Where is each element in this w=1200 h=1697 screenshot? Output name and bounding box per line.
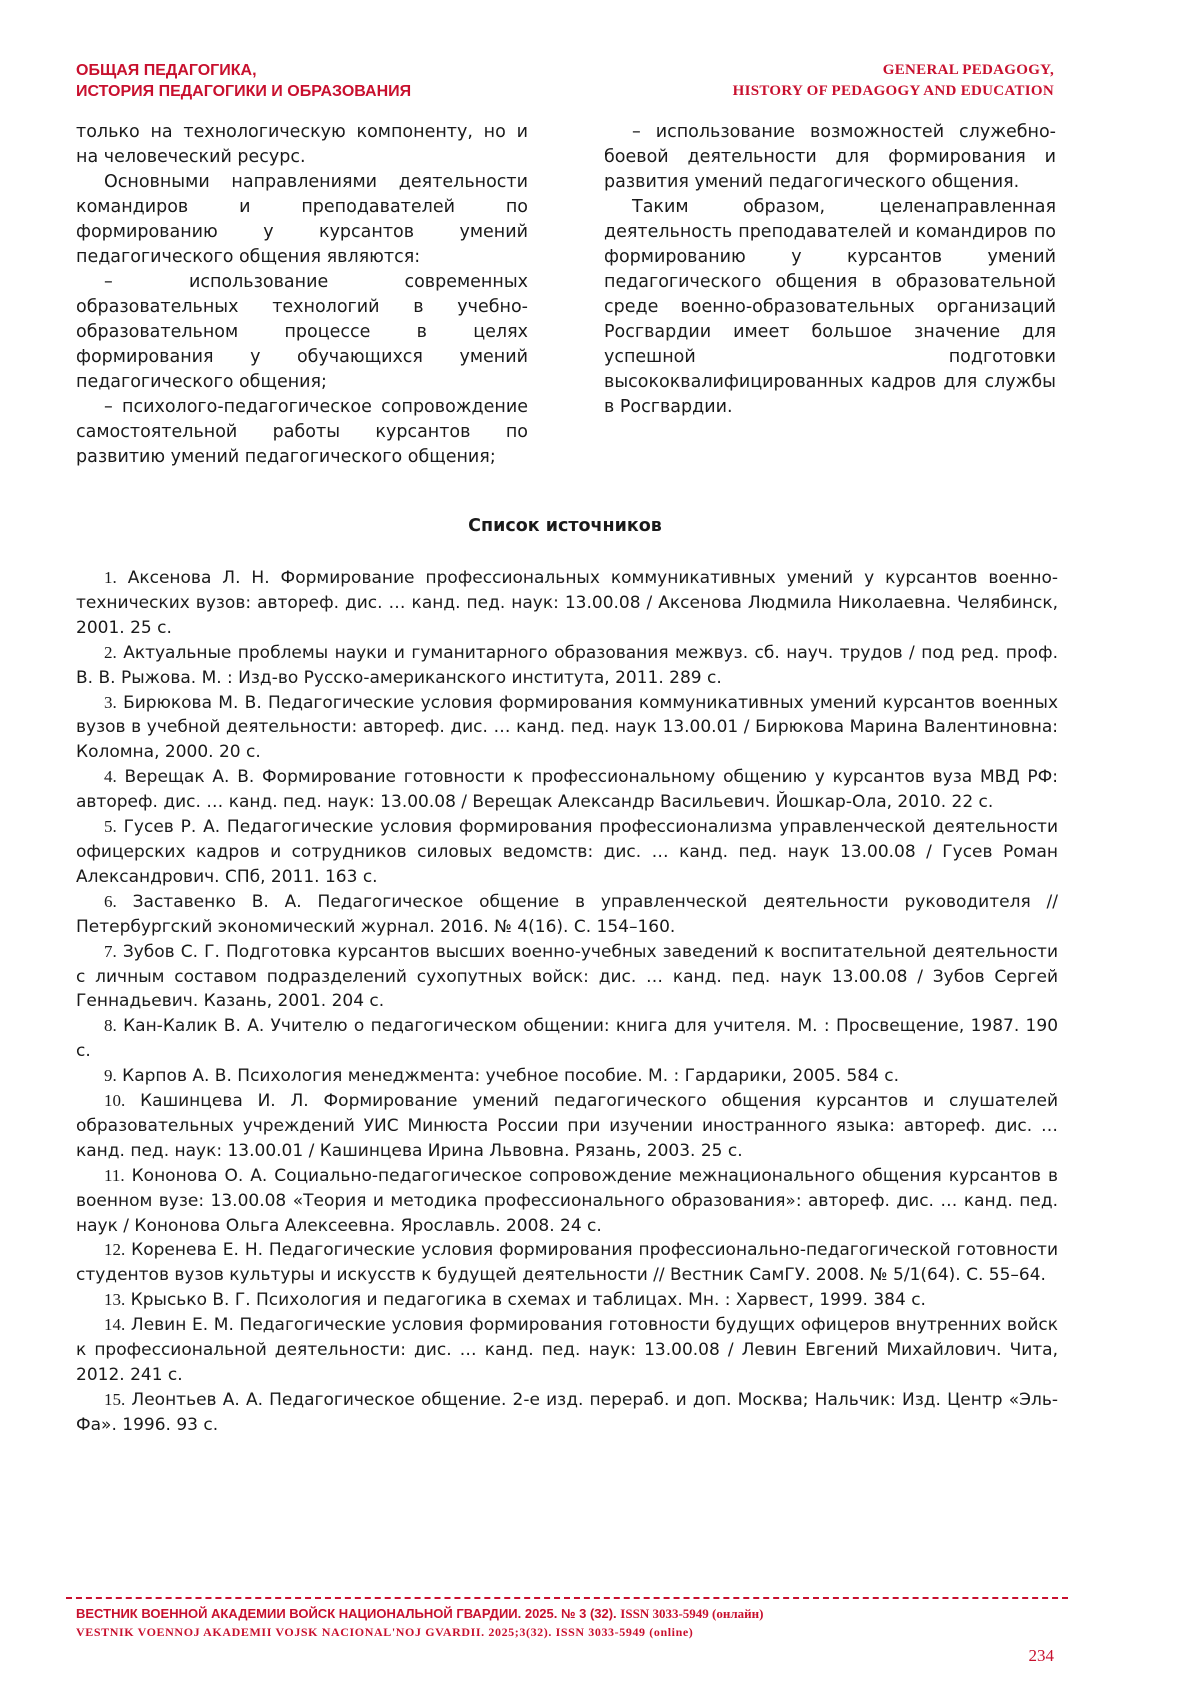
reference-item — [76, 1288, 1058, 1313]
reference-number: 2. — [104, 642, 117, 662]
reference-text: Аксенова Л. Н. Формирование профессиональных коммуникативных умений у курсантов военно-технических вузов: автореф. дис. … канд. пед. наук: 13.00.08 / Аксенова Людмила Николаевна. Челябинск, 2001. 25 с. — [76, 568, 1059, 638]
reference-number: 5. — [104, 817, 117, 837]
reference-item — [76, 1164, 1058, 1239]
body-column-right — [604, 120, 1056, 420]
header-ru-line2: ИСТОРИЯ ПЕДАГОГИКИ И ОБРАЗОВАНИЯ — [76, 83, 412, 100]
footer-journal-ru — [76, 1606, 763, 1622]
reference-text: Бирюкова М. В. Педагогические условия формирования коммуникативных умений курсантов военных вузов в учебной деятельности: автореф. дис. … канд. пед. наук 13.00.01 / Бирюкова Марина Валентиновна: Коломна, 2000. 20 с. — [76, 692, 1059, 763]
reference-number: 9. — [104, 1066, 117, 1086]
reference-item — [76, 1064, 1058, 1089]
reference-number: 1. — [104, 568, 117, 587]
reference-text: Кашинцева И. Л. Формирование умений педагогического общения курсантов и слушателей образовательных учреждений УИС Минюста России при изучении иностранного языка: автореф. дис. … канд. пед. наук: 13.00.01 / Кашинцева Ирина Львовна. Рязань, 2003. 25 с. — [76, 1091, 1058, 1161]
reference-text: Коренева Е. Н. Педагогические условия формирования профессионально-педагогической готовности студентов вузов культуры и искусств к будущей деятельности // Вестник СамГУ. 2008. № 5/1(64). С. 55–64. — [76, 1240, 1059, 1286]
header-ru-line1: ОБЩАЯ ПЕДАГОГИКА, — [76, 62, 257, 79]
reference-item — [76, 815, 1058, 890]
footer-journal-en: VESTNIK VOENNOJ AKADEMII VOJSK NACIONAL'NOJ GVARDII. 2025;3(32). ISSN 3033-5949 (online) — [76, 1625, 694, 1639]
reference-item — [76, 691, 1058, 766]
reference-number: 15. — [104, 1389, 126, 1409]
reference-text: Актуальные проблемы науки и гуманитарного образования межвуз. сб. науч. трудов / под ред. проф. В. В. Рыжова. М. : Изд-во Русско-американского института, 2011. 289 с. — [76, 642, 1058, 688]
reference-item — [76, 890, 1058, 940]
references-list — [76, 566, 1058, 1438]
reference-item — [76, 1313, 1058, 1388]
reference-item — [76, 940, 1058, 1015]
footer-issn: ISSN 3033-5949 (онлайн) — [620, 1606, 764, 1621]
body-column-left — [76, 120, 528, 470]
reference-number: 6. — [104, 891, 117, 911]
reference-text: Леонтьев А. А. Педагогическое общение. 2-е изд. перераб. и доп. Москва; Нальчик: Изд. Центр «Эль-Фа». 1996. 93 с. — [76, 1389, 1059, 1435]
reference-item — [76, 566, 1058, 641]
reference-number: 14. — [104, 1315, 126, 1335]
reference-number: 7. — [104, 941, 117, 961]
footer-journal-title: ВЕСТНИК ВОЕННОЙ АКАДЕМИИ ВОЙСК НАЦИОНАЛЬНОЙ ГВАРДИИ. 2025. № 3 (32). — [76, 1606, 617, 1621]
reference-text: Карпов А. В. Психология менеджмента: учебное пособие. М. : Гардарики, 2005. 584 с. — [122, 1066, 900, 1087]
reference-text: Кан-Калик В. А. Учителю о педагогическом общении: книга для учителя. М. : Просвещение, 1987. 190 с. — [76, 1016, 1059, 1062]
reference-text: Верещак А. В. Формирование готовности к профессиональному общению у курсантов вуза МВД РФ: автореф. дис. … канд. пед. наук: 13.00.08 / Верещак Александр Васильевич. Йошкар-Ола, 2010. 22 с. — [76, 767, 1058, 813]
reference-number: 10. — [104, 1091, 126, 1111]
reference-item — [76, 1388, 1058, 1438]
footer-divider — [66, 1597, 1068, 1599]
reference-number: 4. — [104, 767, 117, 787]
paragraph: Основными направлениями деятельности командиров и преподавателей по формированию у курсантов умений педагогического общения являются: — [76, 172, 528, 267]
reference-text: Гусев Р. А. Педагогические условия формирования профессионализма управленческой деятельности офицерских кадров и сотрудников силовых ведомств: дис. … канд. пед. наук 13.00.08 / Гусев Роман Александрович. СПб, 2011. 163 с. — [76, 817, 1058, 887]
reference-text: Крысько В. Г. Психология и педагогика в схемах и таблицах. Мн. : Харвест, 1999. 384 с. — [130, 1290, 926, 1311]
reference-text: Заставенко В. А. Педагогическое общение в управленческой деятельности руководителя // Петербургский экономический журнал. 2016. № 4(16). С. 154–160. — [76, 891, 1058, 937]
reference-number: 13. — [104, 1290, 126, 1310]
header-en-line1: GENERAL PEDAGOGY, — [882, 62, 1054, 78]
reference-item — [76, 765, 1058, 815]
reference-text: Зубов С. Г. Подготовка курсантов высших военно-учебных заведений к воспитательной деятельности с личным составом подразделений сухопутных войск: дис. … канд. пед. наук 13.00.08 / Зубов Сергей Геннадьевич. Казань, 2001. 204 с. — [76, 941, 1058, 1012]
reference-item — [76, 1014, 1058, 1064]
references-title: Список источников — [468, 516, 662, 536]
reference-text: Кононова О. А. Социально-педагогическое сопровождение межнационального общения курсантов в военном вузе: 13.00.08 «Теория и методика профессионального образования»: автореф. дис. … канд. пед. наук / Кононова Ольга Алексеевна. Ярославль. 2008. 24 с. — [76, 1165, 1059, 1236]
reference-number: 8. — [104, 1016, 117, 1036]
reference-item — [76, 1089, 1058, 1164]
reference-number: 12. — [104, 1240, 126, 1260]
reference-number: 3. — [104, 692, 117, 712]
reference-item — [76, 641, 1058, 691]
reference-item — [76, 1238, 1058, 1288]
running-header-en — [733, 60, 1054, 102]
header-en-line2: HISTORY OF PEDAGOGY AND EDUCATION — [732, 83, 1054, 99]
running-header-ru — [76, 60, 411, 102]
reference-number: 11. — [104, 1165, 125, 1185]
paragraph: – использование возможностей служебно-боевой деятельности для формирования и развития умений педагогического общения. — [604, 122, 1056, 192]
paragraph: – психолого-педагогическое сопровождение самостоятельной работы курсантов по развитию умений педагогического общения; — [76, 397, 528, 467]
paragraph: только на технологическую компоненту, но и на человеческий ресурс. — [76, 122, 528, 167]
page-number: 234 — [1028, 1646, 1054, 1665]
reference-text: Левин Е. М. Педагогические условия формирования готовности будущих офицеров внутренних войск к профессиональной деятельности: дис. … канд. пед. наук: 13.00.08 / Левин Евгений Михайлович. Чита, 2012. 241 с. — [76, 1315, 1059, 1385]
paragraph: – использование современных образовательных технологий в учебно-образовательном процессе в целях формирования у обучающихся умений педагогического общения; — [76, 272, 528, 392]
paragraph: Таким образом, целенаправленная деятельность преподавателей и командиров по формированию у курсантов умений педагогического общения в образовательной среде военно-образовательных организаций Росгвардии имеет большое значение для успешной подготовки высококвалифицированных кадров для службы в Росгвардии. — [604, 197, 1056, 417]
